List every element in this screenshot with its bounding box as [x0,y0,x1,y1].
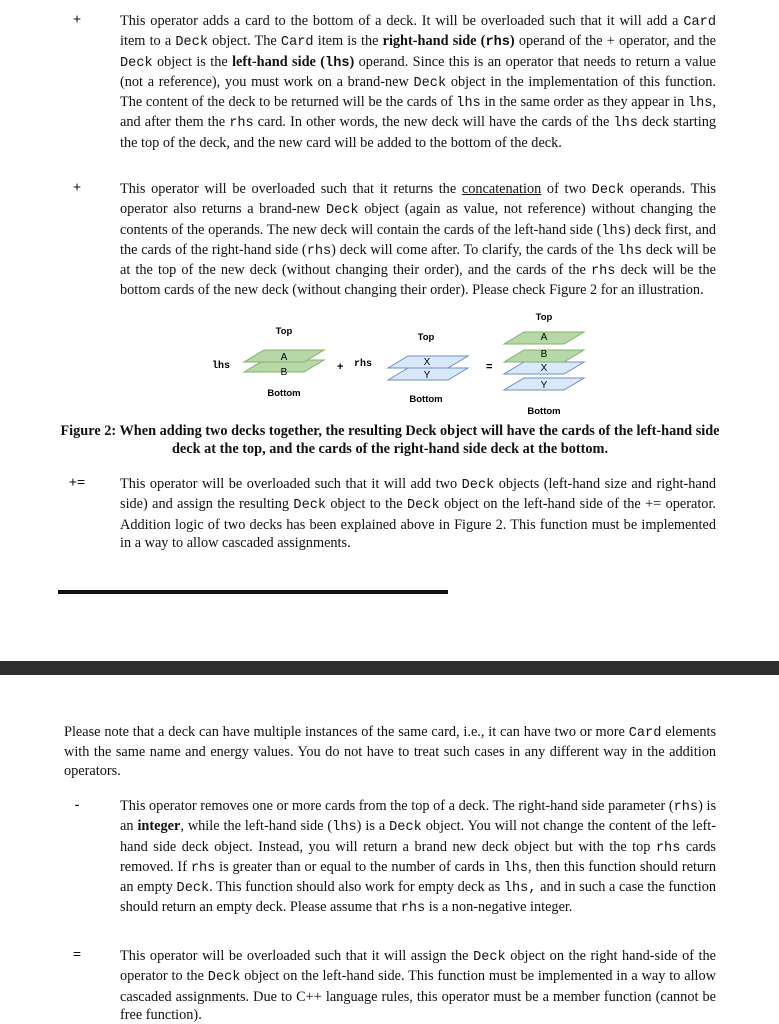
page-divider [0,661,779,675]
rhs-card-X [388,356,468,368]
lhs-top-label: Top [275,326,293,337]
result-bottom-label: Bottom [527,406,561,417]
figure-deck-addition [200,308,600,420]
paragraph-plus-deck: This operator will be overloaded such that it returns the concatenation of two Deck operands. This operator also returns a brand-new Deck object (again as value, not reference) without changing the contents of the operands. The new deck will contain the cards of the left-hand side (lhs) deck first, and the cards of the right-hand side (rhs) deck will come after. To clarify, the cards of the lhs deck will be at the top of the new deck (without changing their order), and the cards of the rhs deck will be the bottom cards of the new deck (without changing their order). Please check Figure 2 for an illustration. [120,181,717,299]
result-card-B [504,349,584,362]
svg-text:B: B [540,349,548,360]
lhs-bottom-label: Bottom [267,388,301,399]
paragraph-plus-card: This operator adds a card to the bottom of a deck. It will be overloaded such that it will add a Card item to a Deck object. The Card item is the right-hand side (rhs) operand of the + operator, and the Deck object is the left-hand side (lhs) operand. Since this is an operator that needs to return a value (not a reference), you must work on a brand-new Deck object in the implementation of this function. The content of the deck to be returned will be the cards of lhs in the same order as they appear in lhs, and after them the rhs card. In other words, the new deck will have the cards of the lhs deck starting the top of the deck, and the new card will be added to the bottom of the deck. [120,13,716,151]
result-card-Y [504,378,584,391]
operator-symbol-plus-card: + [72,12,82,28]
rhs-bottom-label: Bottom [409,394,443,405]
svg-text:B: B [280,367,288,378]
svg-text:X: X [540,363,548,374]
rhs-card-Y [388,368,468,381]
lhs-label: lhs [212,361,231,372]
svg-text:Y: Y [540,380,548,391]
operator-symbol-plus-assign: += [68,475,86,491]
result-card-X [504,362,584,374]
figure-caption: Figure 2: When adding two decks together, the resulting Deck object will have the cards of the left-hand side deck at the top, and the cards of the right-hand side deck at the bottom. [60,423,720,458]
paragraph-assign: This operator will be overloaded such that it will assign the Deck object on the right hand-side of the operator to the Deck object on the left-hand side. This function must be implemented in a way to allow cascaded assignments. Due to C++ language rules, this operator must be a member function (cannot be free function). [120,948,716,1023]
paragraph-minus: This operator removes one or more cards from the top of a deck. The right-hand side parameter (rhs) is an integer, while the left-hand side (lhs) is a Deck object. You will not change the content of the left-hand side deck object. Instead, you will return a brand new deck object but with the top rhs cards removed. If rhs is greater than or equal to the number of cards in lhs, then this function should return an empty Deck. This function should also work for empty deck as lhs, and in such a case the function should return an empty deck. Please assume that rhs is a non-negative integer. [120,798,717,917]
redaction-scribble [58,589,448,595]
svg-text:Y: Y [423,370,431,381]
equals-sign: = [486,361,493,373]
plus-sign: + [337,361,344,373]
svg-text:A: A [280,352,288,363]
svg-text:X: X [423,357,431,368]
operator-symbol-minus: - [74,797,80,813]
result-top-label: Top [535,312,553,323]
operator-symbol-plus-deck: + [72,180,82,196]
paragraph-plus-assign: This operator will be overloaded such that it will add two Deck objects (left-hand size and right-hand side) and assign the resulting Deck object to the Deck object on the left-hand side of the += operator. Addition logic of two decks has been explained above in Figure 2. This function must be implemented in a way to allow cascaded assignments. [120,476,717,551]
note-paragraph: Please note that a deck can have multiple instances of the same card, i.e., it can have two or more Card elements with the same name and energy values. You do not have to treat such cases in any different way in the addition operators. [64,724,717,779]
operator-symbol-assign: = [72,947,82,963]
result-card-A [504,332,584,344]
rhs-top-label: Top [417,332,435,343]
rhs-label: rhs [354,359,373,370]
svg-text:A: A [540,332,548,343]
